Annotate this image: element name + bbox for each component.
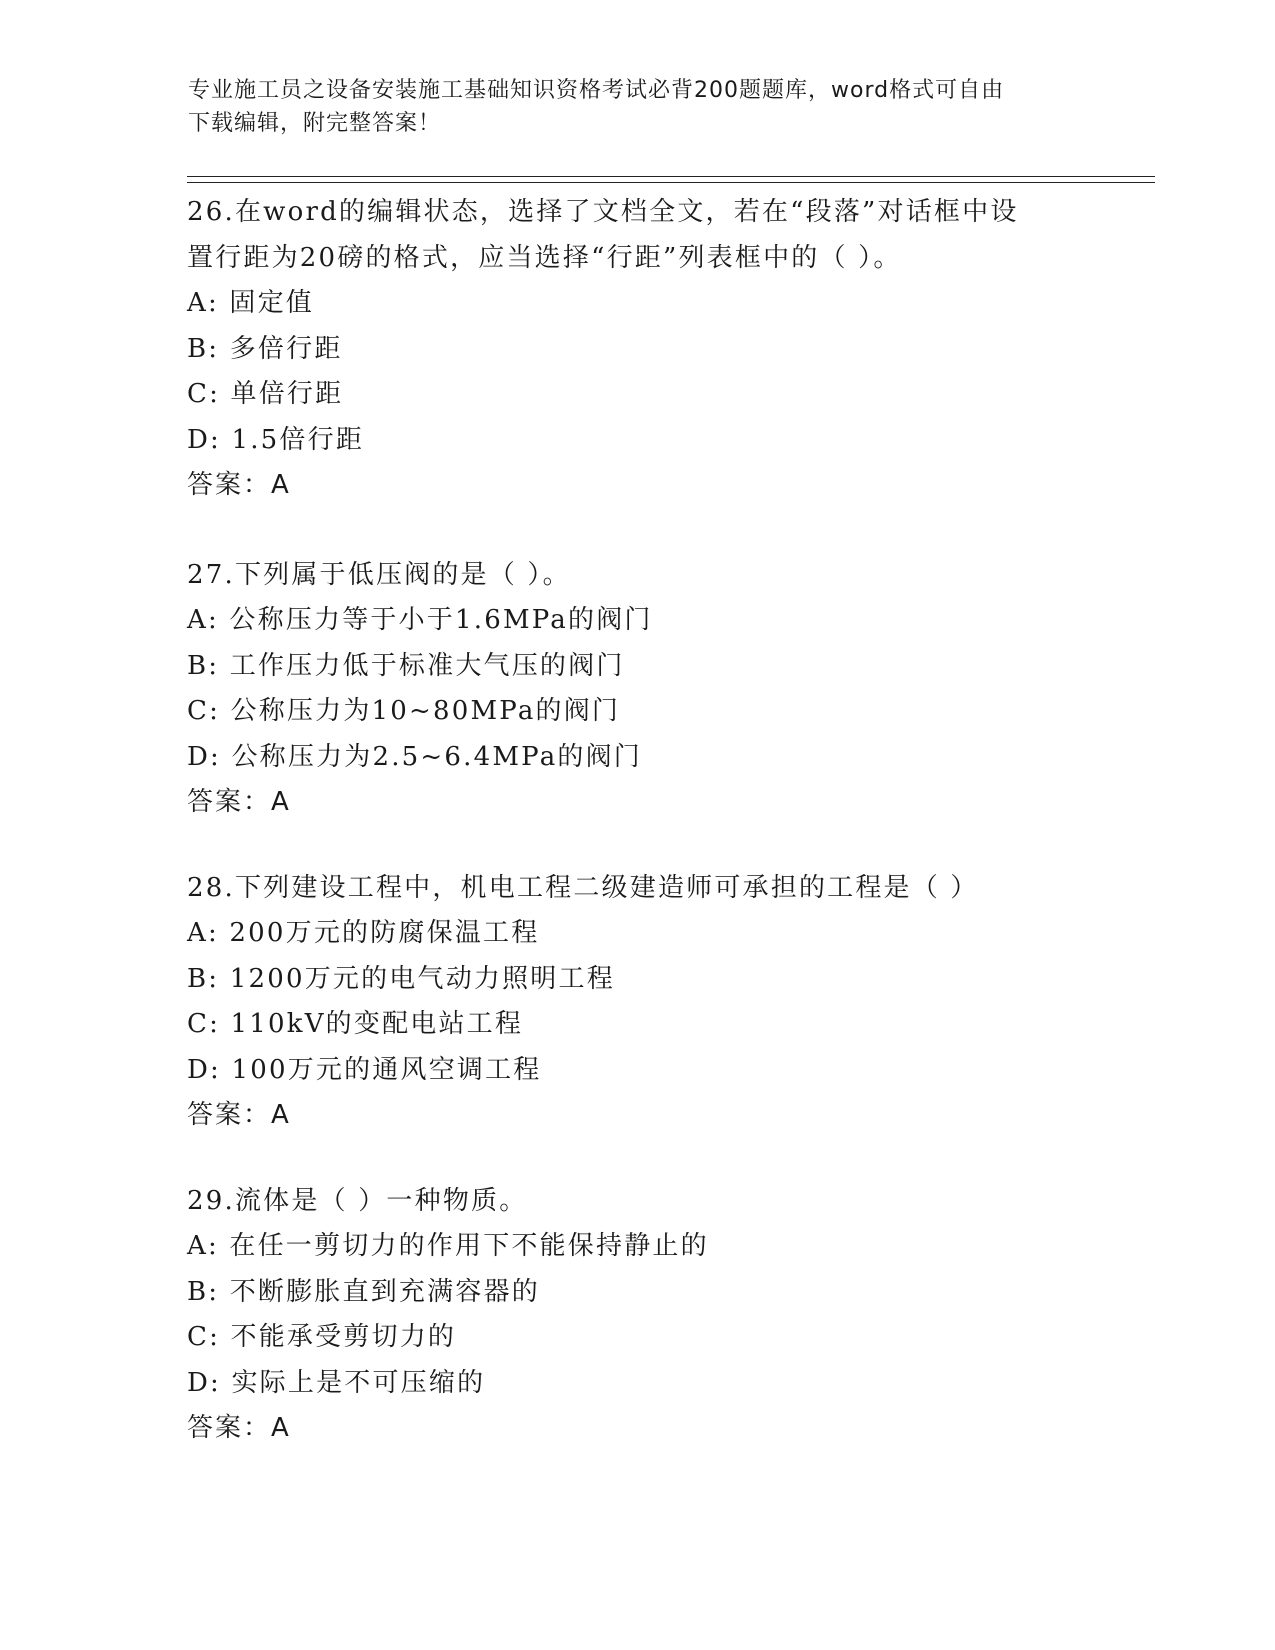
question-26 (187, 190, 1187, 509)
option-c: C: 单倍行距 (187, 379, 344, 409)
option-c: C: 公称压力为10~80MPa的阀门 (187, 696, 621, 726)
header-divider-top (187, 176, 1155, 177)
question-stem-line: 置行距为20磅的格式，应当选择“行距”列表框中的（ ）。 (187, 242, 902, 273)
answer-line: 答案：A (187, 1100, 291, 1130)
document-header (188, 74, 1088, 140)
option-d: D: 100万元的通风空调工程 (187, 1054, 542, 1085)
question-stem-line: 27.下列属于低压阀的是（ ）。 (187, 560, 571, 590)
option-a: A: 公称压力等于小于1.6MPa的阀门 (187, 605, 653, 635)
answer-line: 答案：A (187, 470, 291, 500)
option-c: C: 110kV的变配电站工程 (187, 1009, 524, 1039)
option-b: B: 多倍行距 (187, 333, 343, 364)
answer-line: 答案：A (187, 787, 291, 817)
option-b: B: 不断膨胀直到充满容器的 (187, 1276, 540, 1307)
question-28 (187, 822, 1187, 1135)
answer-line: 答案：A (187, 1413, 291, 1443)
option-a: A: 在任一剪切力的作用下不能保持静止的 (187, 1231, 709, 1261)
header-divider-bottom (187, 182, 1155, 183)
option-b: B: 1200万元的电气动力照明工程 (187, 963, 615, 994)
question-list (187, 190, 1187, 1448)
option-a: A: 固定值 (187, 288, 315, 318)
option-a: A: 200万元的防腐保温工程 (187, 918, 540, 948)
header-line-1: 专业施工员之设备安装施工基础知识资格考试必背200题题库，word格式可自由 (188, 78, 1005, 103)
option-d: D: 实际上是不可压缩的 (187, 1367, 486, 1398)
option-b: B: 工作压力低于标准大气压的阀门 (187, 650, 625, 681)
option-c: C: 不能承受剪切力的 (187, 1322, 457, 1352)
option-d: D: 1.5倍行距 (187, 424, 365, 455)
option-d: D: 公称压力为2.5~6.4MPa的阀门 (187, 741, 643, 772)
question-stem-line: 29.流体是（ ）一种物质。 (187, 1186, 528, 1216)
question-27 (187, 509, 1187, 822)
question-stem-line: 28.下列建设工程中，机电工程二级建造师可承担的工程是（ ） (187, 873, 979, 903)
question-stem-line: 26.在word的编辑状态，选择了文档全文，若在“段落”对话框中设 (187, 197, 1019, 227)
question-29 (187, 1135, 1187, 1448)
header-line-2: 下载编辑，附完整答案！ (188, 111, 442, 136)
